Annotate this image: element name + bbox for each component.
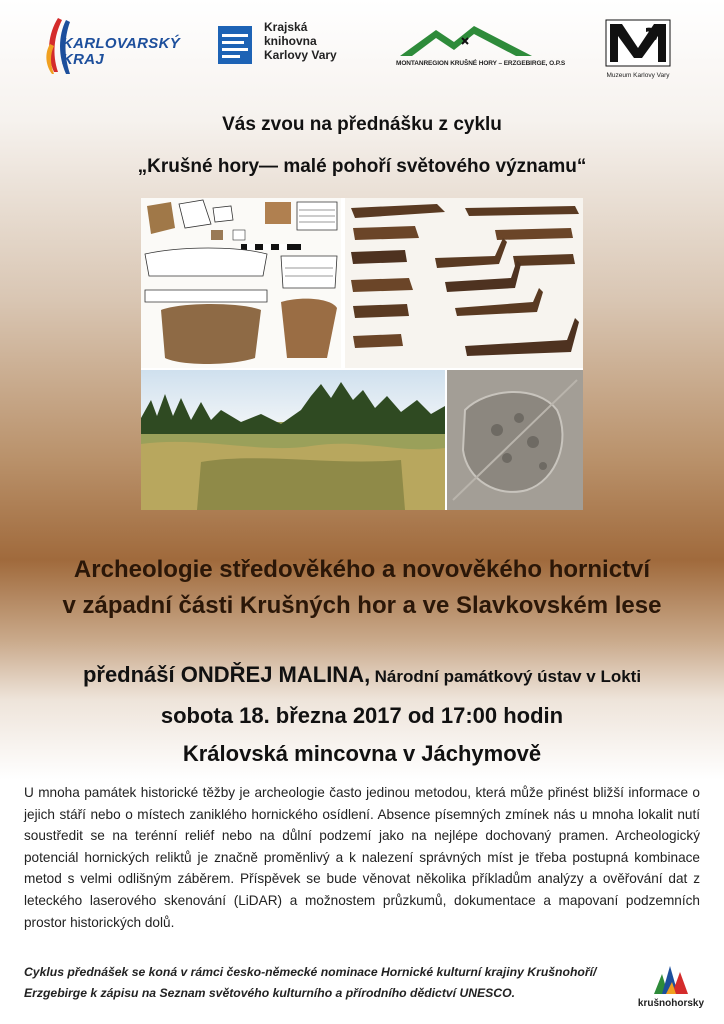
iron-tools-image (345, 198, 583, 368)
event-date: sobota 18. března 2017 od 17:00 hodin (160, 703, 564, 728)
karlovarsky-kraj-text (62, 36, 180, 68)
lecture-description: U mnoha památek historické těžby je archeologie často jedinou metodou, která může přinést bližší informace o jejich stáří nebo o místech zaniklého hornického osídlení. Absence písemných zmínek nás u mnoha lokalit nutí soustředit se na terénní reliéf nebo na důlní podzemí jako na nejlépe dochovaný pramen. Archeologický potenciál hornických reliktů je značně proměnlivý a k nalezení správných míst je třeba postupná kombinace metod s velmi odlišným záběrem. Příspěvek se bude věnovat několika příkladům analýzy a ověřování dat z leteckého laserového skenování (LiDAR) a možnostem průzkumů, dokumentace a mapovaní podzemních prostor historických dolů. (24, 785, 700, 930)
montanregion-text: MONTANREGION KRUŠNÉ HORY – ERZGEBIRGE, O.P.S (396, 60, 566, 67)
speaker-name: přednáší ONDŘEJ MALINA, (82, 662, 371, 687)
cycle-title: „Krušné hory— malé pohoří světového významu“ (137, 156, 587, 177)
montanregion-logo (396, 20, 566, 76)
muzeum-karlovy-vary-logo (598, 14, 678, 80)
lecture-title-line1: Archeologie středověkého a novověkého hornictví (73, 556, 651, 583)
lidar-relief-image (447, 370, 583, 510)
ceramic-fragments-image (141, 198, 341, 368)
krajska-knihovna-text (264, 20, 337, 62)
krusnohorsky-emblem-icon (626, 960, 716, 998)
event-venue: Královská mincovna v Jáchymově (182, 741, 542, 766)
landscape-photo (141, 370, 445, 510)
muzeum-text: Muzeum Karlovy Vary (606, 72, 670, 79)
krajska-knihovna-logo (214, 20, 354, 74)
krusnohorsky-text: krušnohorsky (637, 998, 705, 1009)
krajska-knihovna-book-icon (214, 24, 258, 68)
karlovarsky-kraj-logo (40, 14, 180, 78)
karlovarsky-kraj-line1: KARLOVARSKÝ (62, 35, 181, 52)
muzeum-emblem-icon (598, 14, 678, 70)
krajska-knihovna-line1: Krajská (264, 20, 308, 34)
mountains-icon (396, 20, 536, 60)
footer-note: Cyklus přednášek se koná v rámci česko-německé nominace Hornické kulturní krajiny Krušnohoří/ Erzgebirge k zápisu na Seznam světového kulturního a přírodního dědictví UNESCO. (24, 965, 597, 1000)
krajska-knihovna-line2: knihovna (264, 34, 317, 48)
lecture-title-line2: v západní části Krušných hor a ve Slavkovském lese (62, 592, 662, 619)
karlovarsky-kraj-line2: KRAJ (62, 51, 105, 68)
speaker-line (0, 662, 724, 688)
invite-line: Vás zvou na přednášku z cyklu (222, 114, 502, 135)
krusnohorsky-logo (626, 960, 716, 1016)
krajska-knihovna-line3: Karlovy Vary (264, 48, 337, 62)
photo-collage (141, 198, 583, 510)
speaker-institution: Národní památkový ústav v Lokti (374, 667, 642, 686)
